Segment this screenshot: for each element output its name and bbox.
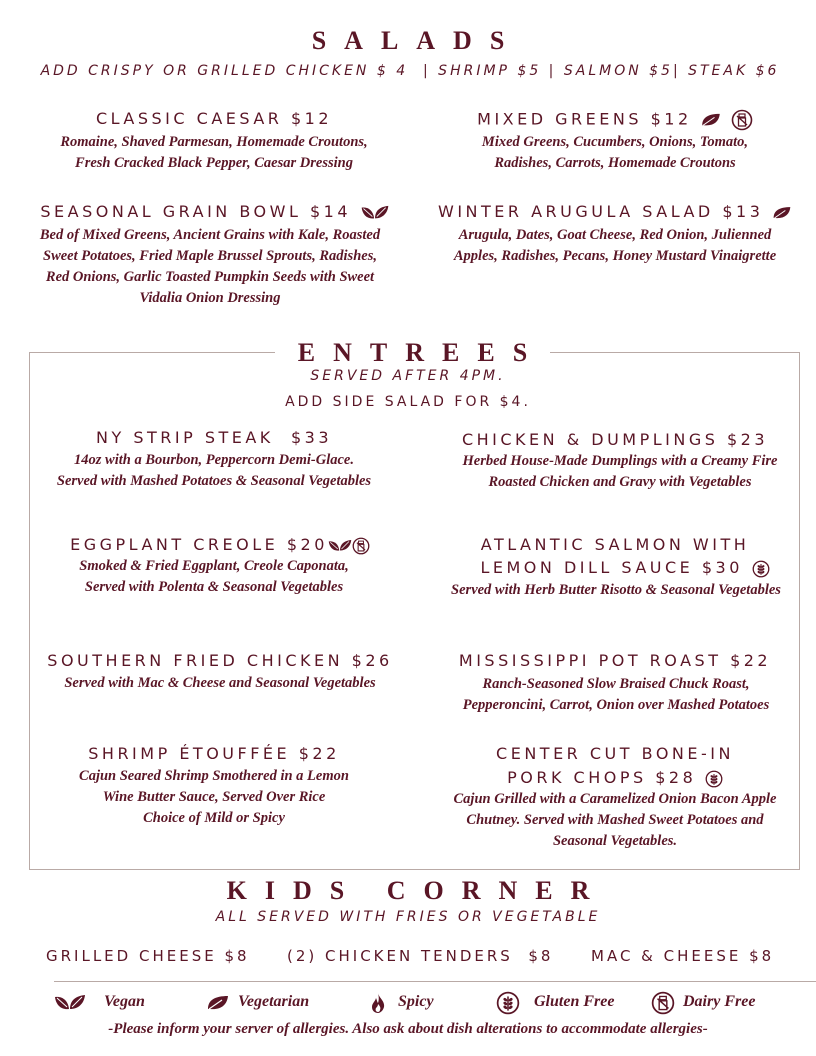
legend-vegetarian-label: Vegetarian: [238, 993, 310, 1010]
vegan-leaves-icon: [360, 205, 390, 221]
dairy-free-icon: [731, 109, 753, 131]
wheat-icon: [496, 991, 520, 1015]
vegetarian-leaf-icon: [206, 994, 230, 1012]
legend-gluten-free-label: Gluten Free: [534, 993, 615, 1010]
vegan-leaves-icon: [54, 994, 86, 1012]
menu-item-mixed-greens-desc: Mixed Greens, Cucumbers, Onions, Tomato, Radishes, Carrots, Homemade Croutons: [481, 134, 749, 171]
menu-item-winter-arugula-desc: Arugula, Dates, Goat Cheese, Red Onion, Julienned Apples, Radishes, Pecans, Honey Mustard Vinaigrette: [453, 227, 777, 264]
menu-item-southern-fried-chicken-name: SOUTHERN FRIED CHICKEN $26: [47, 651, 393, 670]
entrees-title: ENTREES: [297, 338, 546, 367]
menu-item-seasonal-grain-bowl-desc: Bed of Mixed Greens, Ancient Grains with Kale, Roasted Sweet Potatoes, Fried Maple Brussel Sprouts, Radishes, Red Onions, Garlic Toasted Pumpkin Seeds with Sweet Vidalia Onion Dressing: [39, 227, 381, 306]
menu-item-pork-chops-name-line2: PORK CHOPS $28: [430, 768, 800, 788]
menu-item-winter-arugula-name: WINTER ARUGULA SALAD $13: [430, 202, 800, 221]
divider: [54, 981, 816, 982]
gluten-free-icon: [705, 770, 723, 788]
vegan-leaves-icon: [328, 539, 352, 553]
menu-item-pork-chops-desc: Cajun Grilled with a Caramelized Onion Bacon Apple Chutney. Served with Mashed Sweet Potatoes and Seasonal Vegetables.: [453, 791, 777, 849]
vegetarian-leaf-icon: [700, 113, 722, 127]
menu-item-ny-strip-desc: 14oz with a Bourbon, Peppercorn Demi-Glace. Served with Mashed Potatoes & Seasonal Vegetables: [56, 452, 372, 489]
menu-item-shrimp-etouffee-desc: Cajun Seared Shrimp Smothered in a Lemon Wine Butter Sauce, Served Over Rice Choice of Mild or Spicy: [79, 768, 349, 826]
kids-item-grilled-cheese: GRILLED CHEESE $8: [46, 947, 250, 965]
milk-bottle-icon: [651, 991, 675, 1015]
kids-corner-subtitle: ALL SERVED WITH FRIES OR VEGETABLE: [215, 909, 601, 925]
menu-item-chicken-dumplings-desc: Herbed House-Made Dumplings with a Creamy Fire Roasted Chicken and Gravy with Vegetables: [462, 453, 778, 490]
menu-item-shrimp-etouffee-name: SHRIMP ÉTOUFFÉE $22: [88, 744, 340, 763]
menu-item-classic-caesar-name: CLASSIC CAESAR $12: [95, 109, 333, 128]
flame-icon: [370, 992, 386, 1014]
menu-item-classic-caesar-desc: Romaine, Shaved Parmesan, Homemade Croutons, Fresh Cracked Black Pepper, Caesar Dressing: [60, 134, 368, 171]
vegetarian-leaf-icon: [772, 206, 792, 220]
legend-spicy-label: Spicy: [398, 993, 434, 1010]
legend-dairy-free-label: Dairy Free: [683, 993, 756, 1010]
menu-item-eggplant-creole-desc: Smoked & Fried Eggplant, Creole Caponata, Served with Polenta & Seasonal Vegetables: [79, 558, 349, 595]
salads-title: SALADS: [311, 26, 523, 55]
menu-item-southern-fried-chicken-desc: Served with Mac & Cheese and Seasonal Vegetables: [64, 675, 376, 691]
salads-addons: ADD CRISPY OR GRILLED CHICKEN $ 4 | SHRIMP $5 | SALMON $5| STEAK $6: [40, 63, 780, 79]
menu-item-pot-roast-name: MISSISSIPPI POT ROAST $22: [458, 651, 772, 670]
dairy-free-icon: [352, 537, 370, 555]
kids-item-mac-cheese: MAC & CHEESE $8: [591, 947, 775, 965]
menu-item-chicken-dumplings-name: CHICKEN & DUMPLINGS $23: [461, 430, 769, 449]
entrees-side-salad: ADD SIDE SALAD FOR $4.: [285, 394, 531, 410]
allergy-note: -Please inform your server of allergies. Also ask about dish alterations to accommodate allergies-: [108, 1021, 708, 1037]
menu-item-atlantic-salmon-desc: Served with Herb Butter Risotto & Seasonal Vegetables: [451, 582, 781, 598]
legend-vegan-label: Vegan: [104, 993, 145, 1010]
menu-item-atlantic-salmon-name-line2: LEMON DILL SAUCE $30: [440, 558, 810, 578]
entrees-served-after: SERVED AFTER 4PM.: [310, 368, 506, 384]
menu-item-pot-roast-desc: Ranch-Seasoned Slow Braised Chuck Roast, Pepperoncini, Carrot, Onion over Mashed Potatoes: [462, 676, 770, 713]
gluten-free-icon: [752, 560, 770, 578]
menu-item-eggplant-creole-name: EGGPLANT CREOLE $20: [40, 535, 400, 555]
menu-item-seasonal-grain-bowl-name: SEASONAL GRAIN BOWL $14: [30, 202, 400, 221]
menu-item-pork-chops-name-line1: CENTER CUT BONE-IN: [496, 744, 734, 763]
menu-item-atlantic-salmon-name-line1: ATLANTIC SALMON WITH: [480, 535, 750, 554]
kids-corner-title: KIDS CORNER: [226, 876, 608, 905]
kids-item-chicken-tenders: (2) CHICKEN TENDERS $8: [287, 947, 554, 965]
menu-item-mixed-greens-name: MIXED GREENS $12: [430, 109, 800, 131]
menu-item-ny-strip-name: NY STRIP STEAK $33: [95, 428, 332, 447]
